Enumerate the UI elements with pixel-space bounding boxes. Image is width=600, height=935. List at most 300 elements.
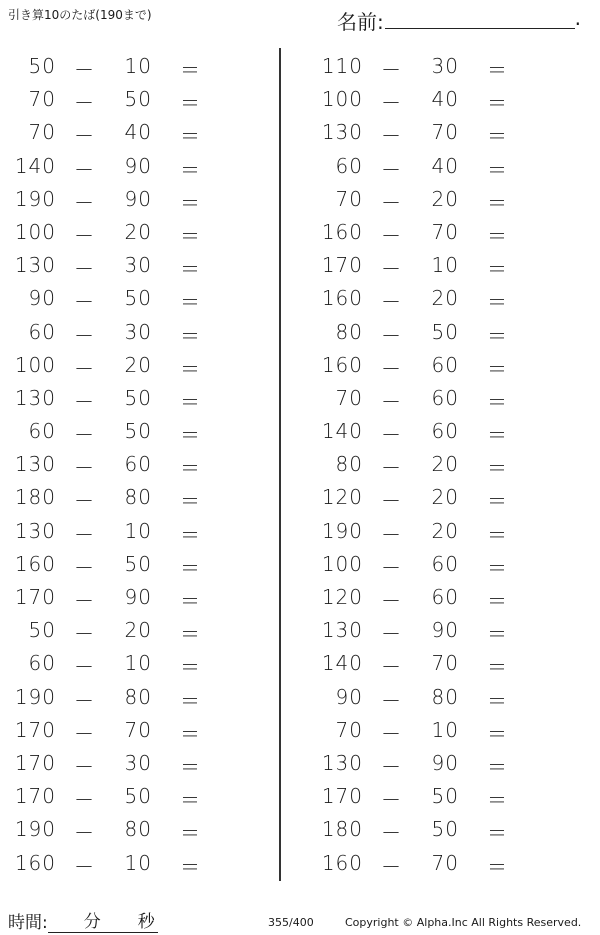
problem-row [0,280,260,313]
equals-sign: ＝ [487,655,508,680]
minuend: 70 [335,717,363,742]
minus-sign: － [381,58,402,82]
problem-row [0,845,260,878]
equals-sign: ＝ [180,688,201,713]
problem-row [307,280,567,313]
subtrahend: 20 [124,219,152,244]
answer-blank[interactable] [212,87,256,111]
minus-sign: － [381,91,402,116]
answer-blank[interactable] [212,485,256,509]
minuend: 190 [14,186,56,211]
subtrahend: 50 [124,286,152,311]
equals-sign: ＝ [180,721,201,746]
problem-row [0,645,260,678]
minus-sign: － [381,323,402,348]
equals-sign: ＝ [487,456,508,481]
time-field [8,908,158,933]
problem-row [307,712,567,745]
column-divider [279,48,281,881]
minus-sign: － [381,854,402,879]
answer-blank[interactable] [519,253,563,277]
subtrahend: 30 [124,319,152,344]
name-label: 名前: [337,10,384,34]
name-field[interactable] [337,6,587,34]
equals-sign: ＝ [180,223,201,248]
subtrahend: 20 [124,618,152,643]
equals-sign: ＝ [487,323,508,348]
equals-sign: ＝ [487,223,508,248]
equals-sign: ＝ [487,721,508,746]
equals-sign: ＝ [487,754,508,779]
equals-sign: ＝ [180,58,201,82]
left-problem-column [0,48,260,878]
equals-sign: ＝ [180,290,201,315]
answer-blank[interactable] [519,685,563,709]
minus-sign: － [381,389,402,414]
answer-blank[interactable] [212,320,256,344]
subtrahend: 90 [124,153,152,178]
subtrahend: 90 [431,750,459,775]
minuend: 50 [28,54,56,78]
equals-sign: ＝ [180,323,201,348]
seconds-label: 秒 [137,912,155,932]
subtrahend: 60 [431,551,459,576]
minus-sign: － [381,124,402,149]
minuend: 70 [335,385,363,410]
equals-sign: ＝ [487,290,508,315]
minuend: 130 [321,120,363,145]
minuend: 190 [321,518,363,543]
subtrahend: 70 [124,717,152,742]
answer-blank[interactable] [212,154,256,178]
answer-blank[interactable] [519,220,563,244]
problem-row [0,446,260,479]
problem-row [307,845,567,878]
answer-blank[interactable] [212,651,256,675]
problem-row [307,48,567,81]
answer-blank[interactable] [519,519,563,543]
minus-sign: － [74,489,95,514]
answer-blank[interactable] [519,552,563,576]
minuend: 160 [14,551,56,576]
problem-row [0,81,260,114]
problem-row [0,380,260,413]
problem-row [307,380,567,413]
minus-sign: － [74,589,95,613]
equals-sign: ＝ [487,389,508,414]
minuend: 130 [321,750,363,775]
minutes-label: 分 [83,912,101,932]
subtrahend: 60 [431,352,459,377]
problem-row [0,679,260,712]
subtrahend: 10 [124,651,152,676]
subtrahend: 10 [431,253,459,278]
answer-blank[interactable] [212,851,256,875]
equals-sign: ＝ [180,788,201,813]
answer-blank[interactable] [212,286,256,310]
minus-sign: － [74,124,95,149]
problem-row [0,347,260,380]
minus-sign: － [381,257,402,282]
minus-sign: － [74,190,95,215]
answer-blank[interactable] [519,120,563,144]
minuend: 100 [321,87,363,112]
minuend: 160 [321,286,363,311]
answer-blank[interactable] [519,320,563,344]
minuend: 80 [335,452,363,477]
equals-sign: ＝ [487,489,508,514]
minuend: 170 [14,717,56,742]
problem-row [0,247,260,280]
equals-sign: ＝ [180,854,201,879]
subtrahend: 60 [431,385,459,410]
subtrahend: 50 [124,551,152,576]
subtrahend: 10 [124,518,152,543]
answer-blank[interactable] [519,851,563,875]
answer-blank[interactable] [519,585,563,609]
minus-sign: － [74,257,95,282]
equals-sign: ＝ [487,257,508,282]
problem-row [0,513,260,546]
problem-row [307,778,567,811]
equals-sign: ＝ [180,655,201,680]
minus-sign: － [74,522,95,547]
problem-row [0,745,260,778]
equals-sign: ＝ [487,622,508,647]
problem-row [0,114,260,147]
subtrahend: 70 [431,120,459,145]
problem-row [0,811,260,844]
equals-sign: ＝ [180,91,201,116]
subtrahend: 50 [431,319,459,344]
answer-blank[interactable] [212,253,256,277]
subtrahend: 70 [431,219,459,244]
minuend: 160 [14,850,56,875]
answer-blank[interactable] [519,817,563,841]
subtrahend: 60 [124,452,152,477]
equals-sign: ＝ [487,423,508,448]
subtrahend: 80 [124,817,152,842]
time-blank[interactable] [48,914,158,933]
minus-sign: － [74,58,95,82]
minus-sign: － [74,223,95,248]
answer-blank[interactable] [212,187,256,211]
subtrahend: 10 [431,717,459,742]
name-underline [385,28,575,29]
minuend: 190 [14,684,56,709]
minus-sign: － [381,788,402,813]
subtrahend: 20 [431,452,459,477]
equals-sign: ＝ [487,788,508,813]
answer-blank[interactable] [519,87,563,111]
subtrahend: 30 [124,253,152,278]
minus-sign: － [381,655,402,680]
problem-row [307,612,567,645]
minus-sign: － [381,821,402,846]
minus-sign: － [381,522,402,547]
equals-sign: ＝ [487,821,508,846]
minus-sign: － [74,456,95,481]
answer-blank[interactable] [519,784,563,808]
minuend: 120 [321,485,363,510]
problem-row [0,712,260,745]
equals-sign: ＝ [180,622,201,647]
equals-sign: ＝ [180,821,201,846]
subtrahend: 30 [124,750,152,775]
minuend: 170 [321,253,363,278]
minuend: 130 [14,452,56,477]
answer-blank[interactable] [212,419,256,443]
problem-row [0,314,260,347]
answer-blank[interactable] [212,386,256,410]
answer-blank[interactable] [519,485,563,509]
subtrahend: 70 [431,850,459,875]
equals-sign: ＝ [487,190,508,215]
problem-row [307,181,567,214]
minuend: 90 [28,286,56,311]
minus-sign: － [381,754,402,779]
answer-blank[interactable] [519,353,563,377]
page-number: 355/400 [268,916,314,929]
minuend: 130 [14,385,56,410]
equals-sign: ＝ [487,555,508,580]
answer-blank[interactable] [519,718,563,742]
minus-sign: － [74,555,95,580]
minus-sign: － [74,821,95,846]
minus-sign: － [381,190,402,215]
minus-sign: － [74,655,95,680]
answer-blank[interactable] [519,452,563,476]
subtrahend: 10 [124,54,152,78]
minus-sign: － [74,688,95,713]
equals-sign: ＝ [180,257,201,282]
problem-row [307,811,567,844]
equals-sign: ＝ [180,555,201,580]
problem-row [0,148,260,181]
minus-sign: － [381,555,402,580]
subtrahend: 90 [431,618,459,643]
minuend: 140 [321,419,363,444]
answer-blank[interactable] [519,286,563,310]
minuend: 170 [14,784,56,809]
problem-row [307,214,567,247]
minuend: 170 [14,750,56,775]
minuend: 100 [14,352,56,377]
equals-sign: ＝ [180,124,201,149]
equals-sign: ＝ [487,688,508,713]
subtrahend: 60 [431,585,459,609]
problem-row [0,181,260,214]
answer-blank[interactable] [212,784,256,808]
minus-sign: － [74,157,95,182]
minuend: 180 [14,485,56,510]
minus-sign: － [74,290,95,315]
equals-sign: ＝ [180,190,201,215]
subtrahend: 90 [124,186,152,211]
problem-row [307,679,567,712]
answer-blank[interactable] [212,552,256,576]
problem-row [0,48,260,81]
minus-sign: － [74,389,95,414]
answer-blank[interactable] [519,651,563,675]
subtrahend: 20 [431,286,459,311]
subtrahend: 40 [124,120,152,145]
problem-row [307,114,567,147]
answer-blank[interactable] [212,452,256,476]
minus-sign: － [381,688,402,713]
problem-row [307,81,567,114]
minus-sign: － [381,223,402,248]
problem-row [0,214,260,247]
right-problem-column [307,48,567,878]
minus-sign: － [74,622,95,647]
subtrahend: 20 [431,186,459,211]
minus-sign: － [381,589,402,613]
problem-row [307,645,567,678]
minuend: 60 [28,419,56,444]
problem-row [307,314,567,347]
minus-sign: － [381,290,402,315]
equals-sign: ＝ [180,356,201,381]
problem-row [307,347,567,380]
minuend: 170 [14,585,56,609]
minus-sign: － [381,157,402,182]
equals-sign: ＝ [180,522,201,547]
minus-sign: － [74,356,95,381]
equals-sign: ＝ [487,157,508,182]
minuend: 70 [28,120,56,145]
answer-blank[interactable] [519,154,563,178]
answer-blank[interactable] [212,618,256,642]
minuend: 70 [28,87,56,112]
minus-sign: － [74,323,95,348]
minus-sign: － [381,622,402,647]
answer-blank[interactable] [212,817,256,841]
subtrahend: 80 [124,684,152,709]
subtrahend: 60 [431,419,459,444]
subtrahend: 90 [124,585,152,609]
minuend: 100 [14,219,56,244]
answer-blank[interactable] [519,751,563,775]
minuend: 180 [321,817,363,842]
subtrahend: 50 [124,87,152,112]
minuend: 170 [321,784,363,809]
answer-blank[interactable] [212,54,256,78]
equals-sign: ＝ [487,522,508,547]
answer-blank[interactable] [519,54,563,78]
subtrahend: 20 [431,518,459,543]
answer-blank[interactable] [519,386,563,410]
worksheet-title: 引き算10のたば(190まで) [8,8,152,22]
problem-row [0,579,260,612]
problem-row [0,778,260,811]
minuend: 120 [321,585,363,609]
equals-sign: ＝ [180,754,201,779]
equals-sign: ＝ [180,456,201,481]
answer-blank[interactable] [212,353,256,377]
answer-blank[interactable] [212,120,256,144]
answer-blank[interactable] [212,220,256,244]
minus-sign: － [381,456,402,481]
equals-sign: ＝ [180,157,201,182]
answer-blank[interactable] [519,618,563,642]
minus-sign: － [74,854,95,879]
subtrahend: 80 [431,684,459,709]
minuend: 60 [335,153,363,178]
minuend: 160 [321,850,363,875]
minuend: 190 [14,817,56,842]
equals-sign: ＝ [487,124,508,149]
subtrahend: 30 [431,54,459,78]
minuend: 80 [335,319,363,344]
minuend: 60 [28,319,56,344]
equals-sign: ＝ [180,489,201,514]
equals-sign: ＝ [487,58,508,82]
problem-row [307,148,567,181]
minuend: 70 [335,186,363,211]
time-label: 時間: [8,913,48,933]
minus-sign: － [74,423,95,448]
answer-blank[interactable] [519,419,563,443]
subtrahend: 50 [431,817,459,842]
answer-blank[interactable] [212,585,256,609]
minuend: 140 [14,153,56,178]
answer-blank[interactable] [212,718,256,742]
copyright-notice: Copyright © Alpha.Inc All Rights Reserved. [345,916,582,929]
minus-sign: － [74,91,95,116]
problem-row [307,247,567,280]
problem-row [0,413,260,446]
equals-sign: ＝ [180,389,201,414]
problem-row [307,413,567,446]
subtrahend: 40 [431,153,459,178]
minus-sign: － [381,356,402,381]
problem-row [0,479,260,512]
subtrahend: 50 [431,784,459,809]
answer-blank[interactable] [212,519,256,543]
minus-sign: － [74,788,95,813]
problem-row [0,612,260,645]
minus-sign: － [381,489,402,514]
subtrahend: 20 [124,352,152,377]
answer-blank[interactable] [212,685,256,709]
answer-blank[interactable] [212,751,256,775]
minus-sign: － [74,721,95,746]
answer-blank[interactable] [519,187,563,211]
problem-row [307,513,567,546]
minuend: 130 [14,518,56,543]
minuend: 130 [321,618,363,643]
subtrahend: 70 [431,651,459,676]
minuend: 110 [321,54,363,78]
subtrahend: 40 [431,87,459,112]
problem-row [307,745,567,778]
problem-row [0,546,260,579]
minuend: 160 [321,219,363,244]
problem-row [307,446,567,479]
minus-sign: － [381,721,402,746]
subtrahend: 10 [124,850,152,875]
problem-row [307,579,567,612]
minuend: 60 [28,651,56,676]
minus-sign: － [381,423,402,448]
equals-sign: ＝ [180,589,201,613]
name-end-mark: . [574,6,581,30]
minuend: 130 [14,253,56,278]
minuend: 50 [28,618,56,643]
subtrahend: 50 [124,784,152,809]
subtrahend: 80 [124,485,152,510]
